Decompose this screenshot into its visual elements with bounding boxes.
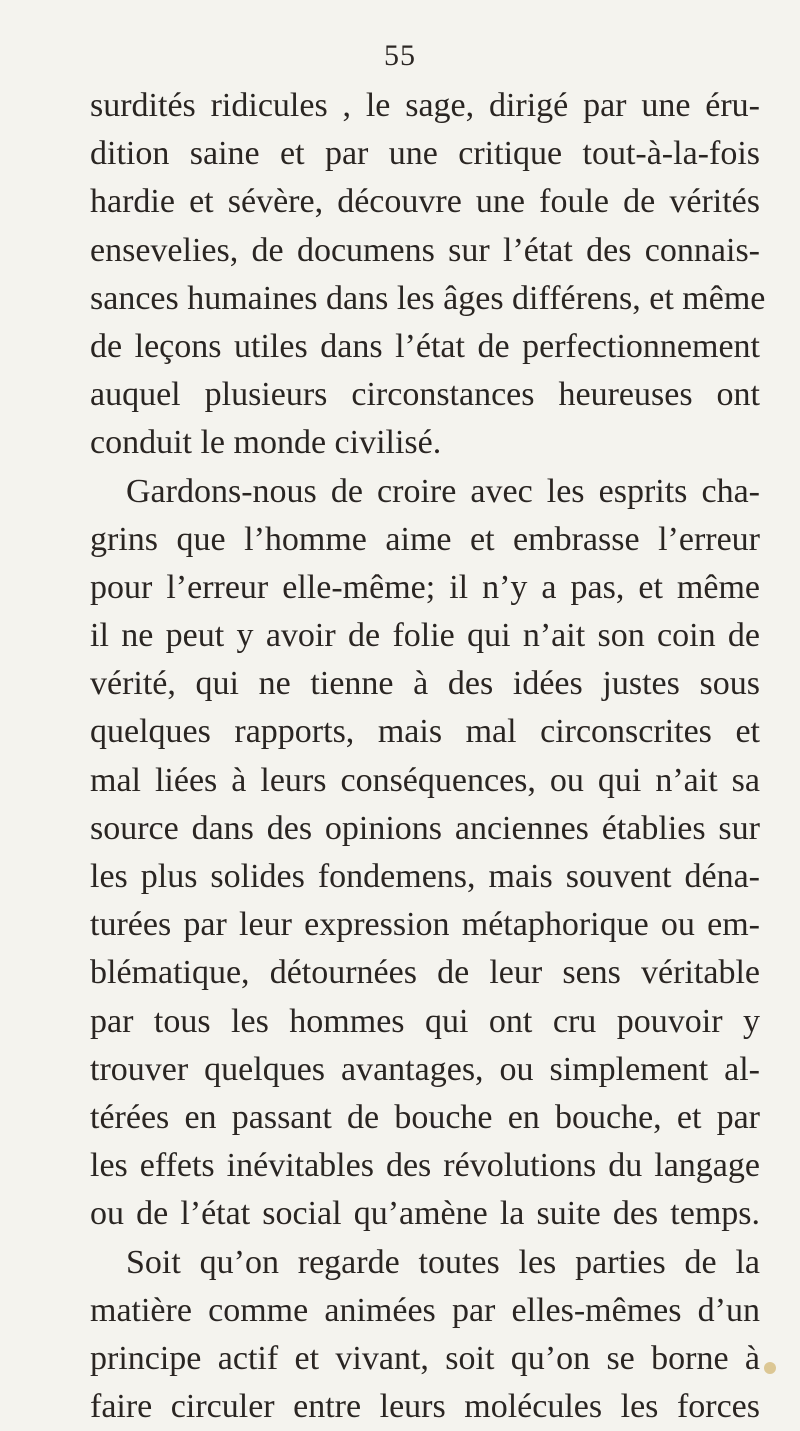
paper-stain-mark [764,1362,776,1374]
text-line: quelques rapports, mais mal circonscrites et [90,713,760,751]
page-number: 55 [384,39,416,72]
text-line: principe actif et vivant, soit qu’on se borne à [90,1339,760,1377]
text-line: mal liées à leurs conséquences, ou qui n’ait sa [90,761,760,799]
text-line: par tous les hommes qui ont cru pouvoir y [90,1002,760,1040]
text-line: sances humaines dans les âges différens, et même [90,279,766,317]
text-line: trouver quelques avantages, ou simplement al- [90,1050,760,1088]
text-line: de leçons utiles dans l’état de perfectionnement [90,327,760,365]
text-line: Soit qu’on regarde toutes les parties de la [126,1243,760,1281]
text-line: source dans des opinions anciennes établies sur [90,809,760,847]
text-line: vérité, qui ne tienne à des idées justes sous [90,665,760,703]
text-line: Gardons-nous de croire avec les esprits cha- [126,472,760,510]
text-line: ou de l’état social qu’amène la suite des temps. [90,1195,760,1233]
text-line: surdités ridicules , le sage, dirigé par une éru- [90,87,760,124]
text-line: hardie et sévère, découvre une foule de vérités [90,183,760,221]
text-line: blématique, détournées de leur sens véritable [90,954,760,992]
text-line: ensevelies, de documens sur l’état des connais- [90,231,760,269]
text-line: auquel plusieurs circonstances heureuses ont [90,376,760,414]
text-line: les plus solides fondemens, mais souvent déna- [90,858,760,895]
body-text [90,82,766,1431]
text-line: pour l’erreur elle-même; il n’y a pas, et même [90,568,760,606]
text-line: il ne peut y avoir de folie qui n’ait son coin de [90,617,760,655]
text-line: dition saine et par une critique tout-à-la-fois [90,135,760,173]
text-line: conduit le monde civilisé. [90,424,442,462]
text-line: grins que l’homme aime et embrasse l’erreur [90,520,760,558]
text-line: térées en passant de bouche en bouche, et par [90,1098,760,1136]
text-line: turées par leur expression métaphorique ou em- [90,906,760,944]
text-line: les effets inévitables des révolutions du langage [90,1147,760,1185]
text-line: matière comme animées par elles-mêmes d’un [90,1291,760,1329]
text-line: faire circuler entre leurs molécules les forces [90,1388,760,1426]
